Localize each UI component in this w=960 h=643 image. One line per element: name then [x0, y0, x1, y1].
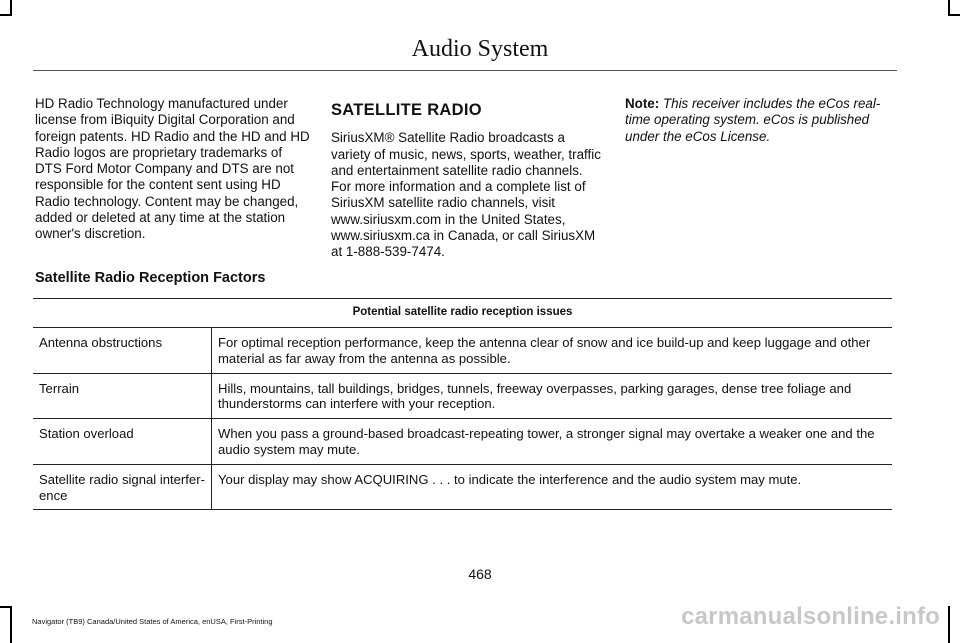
issue-cell: Antenna obstructions: [33, 328, 212, 374]
crop-mark: [948, 606, 950, 643]
note-label: Note:: [625, 96, 660, 111]
table-header-row: [33, 299, 892, 328]
table-row: [33, 464, 892, 510]
note-text: This receiver includes the eCos real-time operating system. eCos is published under the eCos License.: [625, 96, 881, 144]
description-cell: When you pass a ground-based broadcast-repeating tower, a stronger signal may overtake a weaker one and the audio system may mute.: [212, 419, 893, 465]
page-title: Audio System: [411, 36, 549, 62]
table-row: [33, 419, 892, 465]
crop-mark: [10, 606, 12, 643]
issue-cell: Terrain: [33, 373, 212, 419]
watermark: carmanualsonline.info: [681, 603, 940, 630]
description-cell: Hills, mountains, tall buildings, bridges, tunnels, freeway overpasses, parking garages, dense tree foliage and thunderstorms can interfere with your reception.: [212, 373, 893, 419]
table-row: [33, 373, 892, 419]
reception-issues-table: [33, 298, 892, 510]
crop-mark: [948, 14, 960, 16]
page-number: 468: [468, 566, 492, 582]
table-row: [33, 328, 892, 374]
crop-mark: [0, 606, 12, 608]
column-satellite-radio: [331, 96, 606, 261]
description-cell: For optimal reception performance, keep the antenna clear of snow and ice build-up and keep luggage and other material as far away from the antenna as possible.: [212, 328, 893, 374]
description-cell: Your display may show ACQUIRING . . . to indicate the interference and the audio system may mute.: [212, 464, 893, 510]
crop-mark: [0, 14, 12, 16]
note-paragraph: [625, 96, 900, 145]
header-divider: [33, 70, 897, 71]
issue-cell: Station overload: [33, 419, 212, 465]
footer-text: Navigator (TB9) Canada/United States of America, enUSA, First-Printing: [32, 617, 273, 626]
satellite-radio-heading: SATELLITE RADIO: [331, 101, 482, 119]
column-hd-radio: [35, 96, 310, 243]
satellite-radio-paragraph: SiriusXM® Satellite Radio broadcasts a variety of music, news, sports, weather, traffic and entertainment satellite radio channels. For more information and a complete list of SiriusXM satellite radio channels, visit www.siriusxm.com in the United States, www.siriusxm.ca in Canada, or call SiriusXM at 1-888-539-7474.: [331, 130, 601, 260]
hd-radio-paragraph: HD Radio Technology manufactured under license from iBiquity Digital Corporation and foreign patents. HD Radio and the HD and HD Radio logos are proprietary trademarks of DTS Ford Motor Company and DTS are not responsible for the content sent using HD Radio technology. Content may be changed, added or deleted at any time at the station owner's discretion.: [35, 96, 310, 242]
table-header: Potential satellite radio reception issues: [33, 299, 892, 328]
section-heading: Satellite Radio Reception Factors: [35, 270, 266, 286]
column-note: [625, 96, 900, 145]
issue-cell: Satellite radio signal interfer-ence: [33, 464, 212, 510]
